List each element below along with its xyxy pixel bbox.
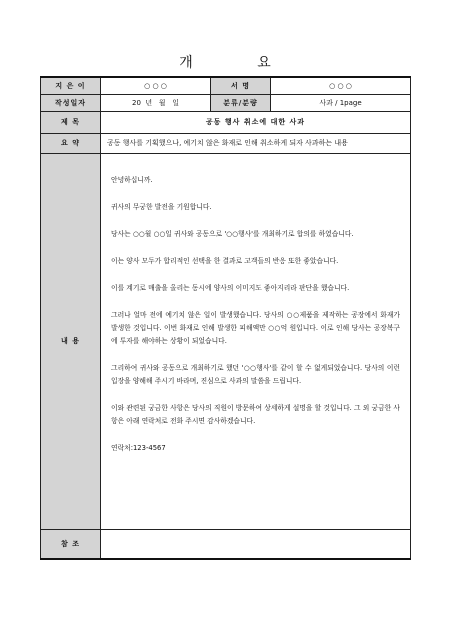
content-paragraph: 이와 관련된 궁금한 사항은 당사의 직원이 방문하여 상세하게 설명을 할 것입니다. 그 외 궁금한 사항은 아래 연락처로 전화 주시면 감사하겠습니다. (111, 403, 400, 425)
content-paragraph: 그러나 얼마 전에 예기치 않은 일이 발생했습니다. 당사의 ○○제품을 제작하는 공장에서 화재가 발생한 것입니다. 이번 화재로 인해 발생한 피해액만 ○○억 원입니다. 이로 인해 당사는 공장복구에 투자를 해야하는 상황이 되었습니다. (111, 310, 400, 345)
date-label: 작성일자 (41, 94, 101, 111)
summary-label: 요 약 (41, 133, 101, 153)
signature-label: 서 명 (211, 77, 271, 94)
content-paragraph: 당사는 ○○월 ○○일 귀사와 공동으로 '○○행사'를 개최하기로 합의를 하였습니다. (111, 229, 354, 238)
content-body (101, 153, 411, 529)
content-paragraph: 이를 계기로 매출을 올리는 동시에 양사의 이미지도 좋아지리라 판단을 했습니다. (111, 283, 350, 292)
document-title: 개 요 (179, 55, 301, 71)
signature-value: ○ ○ ○ (271, 77, 411, 94)
summary-value: 공동 행사를 기획했으나, 예기치 않은 화재로 인해 취소하게 되자 사과하는 내용 (101, 133, 411, 153)
content-paragraph: 안녕하십니까. (111, 175, 153, 184)
author-value: ○ ○ ○ (101, 77, 211, 94)
content-paragraph: 그리하여 귀사와 공동으로 개최하기로 했던 '○○행사'를 같이 할 수 없게되었습니다. 당사의 이런 입장을 양해해 주시기 바라며, 진심으로 사과의 말씀을 드립니다. (111, 363, 400, 385)
content-paragraph: 이는 양사 모두가 합리적인 선택을 한 결과로 고객들의 반응 또한 좋았습니다. (111, 256, 339, 265)
content-label: 내 용 (41, 153, 101, 529)
date-value: 20 년 월 일 (101, 94, 211, 111)
reference-value (101, 529, 411, 559)
subject-value: 공동 행사 취소에 대한 사과 (101, 111, 411, 133)
content-paragraph: 귀사의 무궁한 발전을 기원합니다. (111, 202, 212, 211)
category-label: 분류/분량 (211, 94, 271, 111)
summary-form-table (40, 76, 411, 560)
category-value: 사과 / 1page (271, 94, 411, 111)
reference-label: 참 조 (41, 529, 101, 559)
author-label: 지 은 이 (41, 77, 101, 94)
subject-label: 제 목 (41, 111, 101, 133)
contact-line: 연락처:123-4567 (111, 443, 166, 452)
